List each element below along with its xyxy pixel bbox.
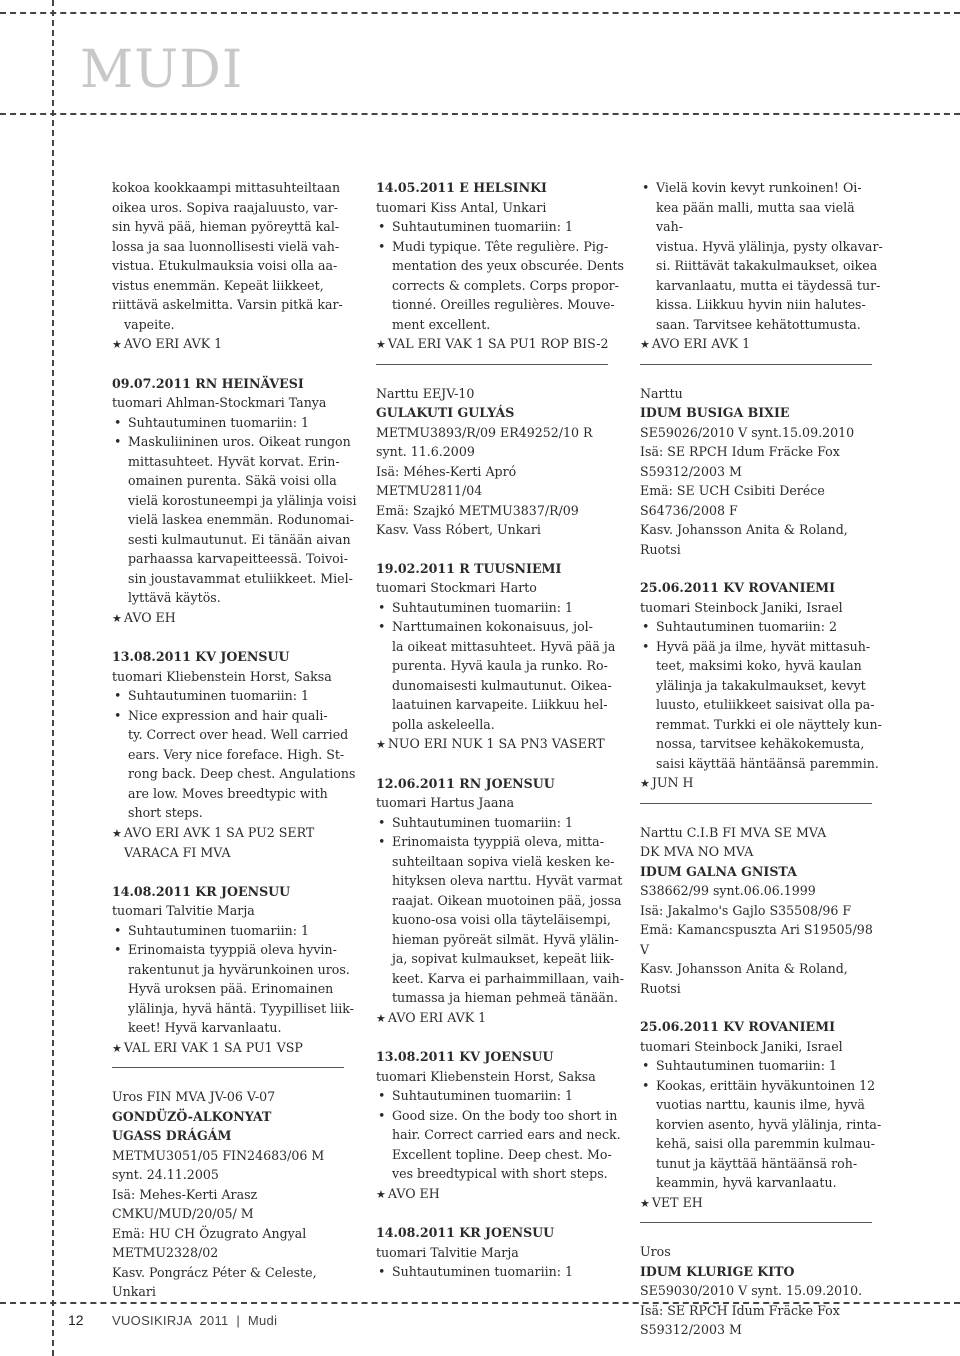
show-heading: 14.08.2011 KR JOENSUU (112, 883, 291, 899)
text-line: short steps. (128, 805, 203, 820)
text-line: vistua. Etukulmauksia voisi olla aa- (112, 258, 338, 273)
dog-info-line: CMKU/MUD/20/05/ M (112, 1206, 254, 1221)
text-line: omainen purenta. Säkä voisi olla (128, 473, 337, 488)
judge-line: tuomari Kiss Antal, Unkari (376, 199, 547, 215)
text-line: kissa. Liikkuu hyvin niin halutes- (656, 297, 866, 312)
show-heading: 13.08.2011 KV JOENSUU (376, 1049, 554, 1064)
bullet-item (376, 617, 624, 734)
show-heading: 25.06.2011 KV ROVANIEMI (640, 580, 835, 595)
dog-titles: Narttu C.I.B FI MVA SE MVA (640, 824, 827, 840)
text-line: hieman pyöreät silmät. Hyvä ylälin- (392, 931, 619, 947)
text-line: • Narttumainen kokonaisuus, jol- (392, 619, 593, 634)
text-line: luusto, etuliikkeet saisivat olla pa- (656, 697, 875, 712)
bullet-item (112, 432, 362, 608)
text-line: nossa, tarvitsee kehäkokemusta, (656, 736, 865, 751)
text-line: keet! Hyvä karvanlaatu. (128, 1020, 282, 1035)
text-line: purenta. Hyvä kaula ja runko. Ro- (392, 658, 608, 673)
dog-info-line: Kasv. Vass Róbert, Unkari (376, 522, 541, 537)
dog-info-line: Isä: SE RPCH Idum Fräcke Fox (640, 1302, 840, 1318)
dog-info-line: Emä: HU CH Özugrato Angyal (112, 1225, 307, 1241)
dog-titles: Uros FIN MVA JV-06 V-07 (112, 1089, 276, 1104)
column-2 (376, 178, 624, 1282)
text-line: • Good size. On the body too short in (392, 1107, 618, 1123)
bullet-item: • Suhtautuminen tuomariin: 1 (376, 1086, 624, 1106)
text-line: kehä, saisi olla paremmin kulmau- (656, 1136, 876, 1151)
bullet-item (640, 637, 885, 774)
text-line: karvanlaatu, mutta ei täydessä tur- (656, 277, 881, 293)
page-footer (0, 1304, 960, 1356)
dog-info-line: S59312/2003 M (640, 463, 742, 479)
footer-text: VUOSIKIRJA 2011 | Mudi (112, 1313, 278, 1328)
text-line: korvien asento, hyvä ylälinja, rinta- (656, 1116, 882, 1132)
result-line-cont: VARACA FI MVA (124, 845, 231, 860)
bullet-item: • Suhtautuminen tuomariin: 1 (112, 413, 362, 433)
dog-name: IDUM BUSIGA BIXIE (640, 405, 790, 420)
text-line: kea pään malli, mutta saa vielä vah- (656, 199, 855, 234)
divider (640, 364, 872, 365)
dog-info-line: Isä: SE RPCH Idum Fräcke Fox (640, 444, 840, 459)
text-line: • Hyvä pää ja ilme, hyvät mittasuh- (656, 638, 871, 654)
show-heading: 12.06.2011 RN JOENSUU (376, 775, 555, 791)
dog-titles: Narttu EEJV-10 (376, 385, 475, 401)
bullet-item: • Suhtautuminen tuomariin: 2 (640, 617, 885, 637)
bullet-item: • Suhtautuminen tuomariin: 1 (376, 598, 624, 618)
text-line: vielä laskea enemmän. Rodunomai- (128, 512, 354, 527)
bullet-item (376, 1106, 624, 1184)
text-line: hair. Correct carried ears and neck. (392, 1127, 621, 1142)
text-line: vistua. Hyvä ylälinja, pysty olkavar- (656, 238, 883, 254)
header-dashed-line (0, 113, 960, 115)
bullet-item: • Suhtautuminen tuomariin: 1 (376, 813, 624, 833)
judge-line: tuomari Steinbock Janiki, Israel (640, 599, 843, 615)
text-line: ylälinja, hyvä häntä. Tyypilliset liik- (128, 1000, 354, 1016)
intro-text (112, 178, 362, 334)
text-line: ears. Very nice foreface. High. St- (128, 746, 345, 762)
text-line: • Kookas, erittäin hyväkuntoinen 12 (656, 1077, 876, 1093)
dog-info-line: Kasv. Johansson Anita & Roland, Ruotsi (640, 522, 848, 557)
show-heading: 14.05.2011 E HELSINKI (376, 180, 547, 195)
text-line: lossa ja saa luonnollisesti vielä vah- (112, 238, 340, 254)
text-line: ylälinja ja takakulmaukset, kevyt (656, 677, 866, 693)
text-line: rakentunut ja hyvärunkoinen uros. (128, 961, 350, 977)
judge-line: tuomari Stockmari Harto (376, 580, 537, 595)
text-line: vistus enemmän. Kepeät liikkeet, (112, 277, 324, 293)
text-line: vapeite. (124, 316, 175, 332)
dog-info-line: S59312/2003 M (640, 1322, 742, 1337)
text-line: polla askeleella. (392, 716, 495, 732)
text-line: laatuinen karvapeite. Liikkuu hel- (392, 697, 608, 712)
bullet-item (376, 832, 624, 1008)
text-line: kokoa kookkaampi mittasuhteiltaan (112, 180, 341, 195)
dog-name: IDUM GALNA GNISTA (640, 863, 797, 879)
text-line: sesti kulmautunut. Ei tänään aivan (128, 531, 351, 547)
show-heading: 09.07.2011 RN HEINÄVESI (112, 375, 304, 391)
text-line: • Nice expression and hair quali- (128, 707, 328, 723)
dog-info-line: SE59030/2010 V synt. 15.09.2010. (640, 1283, 863, 1298)
bullet-item (112, 706, 362, 823)
text-line: corrects & complets. Corps propor- (392, 277, 619, 293)
dog-info-line: METMU2811/04 (376, 483, 483, 498)
dog-name: IDUM KLURIGE KITO (640, 1263, 795, 1279)
dog-info-line: Isä: Jakalmo's Gajlo S35508/96 F (640, 902, 852, 918)
text-line: raajat. Oikean muotoinen pää, jossa (392, 892, 622, 908)
dog-info-line: S38662/99 synt.06.06.1999 (640, 883, 816, 898)
text-line: suhteiltaan sopiva vielä kesken ke- (392, 853, 615, 869)
dog-info-line: Emä: Szajkó METMU3837/R/09 (376, 502, 579, 518)
text-line: remmat. Turkki ei ole näyttely kun- (656, 716, 882, 732)
show-heading: 14.08.2011 KR JOENSUU (376, 1225, 555, 1240)
dog-info-line: METMU2328/02 (112, 1245, 219, 1260)
text-line: rong back. Deep chest. Angulations (128, 766, 356, 781)
dog-info-line: S64736/2008 F (640, 502, 738, 518)
dog-info-line: Kasv. Pongrácz Péter & Celeste, Unkari (112, 1264, 317, 1299)
judge-line: tuomari Kliebenstein Horst, Saksa (112, 668, 332, 684)
text-line: dunomaisesti kulmautunut. Oikea- (392, 677, 612, 693)
dog-info-line: METMU3051/05 FIN24683/06 M (112, 1147, 325, 1163)
dog-info-line: Isä: Mehes-Kerti Arasz (112, 1186, 258, 1202)
text-line: tionné. Oreilles regulières. Mouve- (392, 297, 615, 312)
dog-name: GULAKUTI GULYÁS (376, 405, 515, 420)
page-number: 12 (68, 1312, 84, 1328)
left-dashed-line (52, 0, 54, 1356)
text-line: • Erinomaista tyyppiä oleva, mitta- (392, 834, 604, 849)
text-line: ja, sopivat kulmaukset, kepeät liik- (392, 951, 615, 966)
divider (640, 1222, 872, 1223)
dog-info-line: METMU3893/R/09 ER49252/10 R (376, 424, 593, 440)
text-line: ment excellent. (392, 316, 491, 332)
dog-name: UGASS DRÁGÁM (112, 1128, 232, 1143)
text-line: keet. Karva ei parhaimmillaan, vaih- (392, 970, 625, 986)
text-line: mittasuhteet. Hyvät korvat. Erin- (128, 453, 340, 469)
bullet-item: • Suhtautuminen tuomariin: 1 (376, 1262, 624, 1282)
dog-titles: Narttu (640, 385, 683, 401)
text-line: teet, maksimi koko, hyvä kaulan (656, 658, 862, 673)
text-line: Hyvä uroksen pää. Erinomainen (128, 981, 334, 996)
result-line: ★ VAL ERI VAK 1 SA PU1 VSP (112, 1038, 362, 1059)
text-line: saan. Tarvitsee kehätottumusta. (656, 316, 861, 332)
page-title: MUDI (80, 40, 244, 100)
judge-line: tuomari Talvitie Marja (376, 1244, 519, 1260)
judge-line: tuomari Ahlman-Stockmari Tanya (112, 395, 327, 410)
divider (112, 1067, 344, 1068)
bullet-item: • Suhtautuminen tuomariin: 1 (640, 1056, 885, 1076)
result-line: ★ AVO ERI AVK 1 SA PU2 SERT (112, 823, 362, 844)
text-line: sin joustavammat etuliikkeet. Miel- (128, 570, 353, 586)
dog-info-line: Emä: SE UCH Csibiti Deréce (640, 483, 825, 498)
text-line: tunut ja käyttää häntäänsä roh- (656, 1155, 858, 1171)
result-line: ★ AVO EH (112, 608, 362, 629)
dog-info-line: Isä: Méhes-Kerti Apró (376, 463, 517, 479)
bullet-item (376, 237, 624, 335)
judge-line: tuomari Steinbock Janiki, Israel (640, 1038, 843, 1054)
dog-name: GONDÜZÖ-ALKONYAT (112, 1108, 272, 1124)
text-line: ty. Correct over head. Well carried (128, 727, 349, 742)
dog-titles: DK MVA NO MVA (640, 844, 754, 859)
result-line: ★ AVO EH (376, 1184, 624, 1205)
divider (640, 803, 872, 804)
bullet-item (640, 178, 885, 334)
column-3 (640, 178, 885, 1340)
text-line: la oikeat mittasuhteet. Hyvä pää ja (392, 638, 616, 654)
text-line: ves breedtypical with short steps. (392, 1166, 608, 1181)
text-line: vuotias narttu, kaunis ilme, hyvä (656, 1097, 865, 1112)
text-line: riittävä askelmitta. Varsin pitkä kar- (112, 297, 343, 312)
dog-info-line: Emä: Kamancspuszta Ari S19505/98 V (640, 922, 873, 957)
result-line: ★ AVO ERI AVK 1 (112, 334, 362, 355)
text-line: • Erinomaista tyyppiä oleva hyvin- (128, 942, 337, 957)
text-line: hityksen oleva narttu. Hyvät varmat (392, 873, 623, 888)
text-line: lyttävä käytös. (128, 590, 221, 605)
bullet-item: • Suhtautuminen tuomariin: 1 (112, 921, 362, 941)
text-line: saisi käyttää häntäänsä paremmin. (656, 755, 879, 771)
judge-line: tuomari Kliebenstein Horst, Saksa (376, 1068, 596, 1084)
bullet-item (640, 1076, 885, 1193)
text-line: • Maskuliininen uros. Oikeat rungon (128, 434, 351, 449)
dog-info-line: synt. 24.11.2005 (112, 1167, 219, 1182)
judge-line: tuomari Hartus Jaana (376, 795, 515, 810)
text-line: vielä korostuneempi ja ylälinja voisi (128, 492, 357, 508)
bullet-item (112, 940, 362, 1038)
judge-line: tuomari Talvitie Marja (112, 903, 255, 918)
show-heading: 25.06.2011 KV ROVANIEMI (640, 1019, 835, 1034)
text-line: kuono-osa voisi olla täyteläisempi, (392, 912, 611, 927)
divider (376, 364, 608, 365)
text-line: si. Riittävät takakulmaukset, oikea (656, 258, 878, 273)
text-line: parhaassa karvapeitteessä. Toivoi- (128, 551, 348, 566)
text-line: Excellent topline. Deep chest. Mo- (392, 1146, 612, 1162)
bullet-item: • Suhtautuminen tuomariin: 1 (376, 217, 624, 237)
text-line: oikea uros. Sopiva raajaluusto, var- (112, 199, 339, 215)
text-line: are low. Moves breedtypic with (128, 785, 328, 801)
result-line: ★ AVO ERI AVK 1 (376, 1008, 624, 1029)
dog-info-line: synt. 11.6.2009 (376, 444, 475, 459)
result-line: ★ AVO ERI AVK 1 (640, 334, 885, 355)
dog-titles: Uros (640, 1244, 671, 1259)
text-line: mentation des yeux obscurée. Dents (392, 258, 625, 273)
column-1 (112, 178, 362, 1302)
text-line: • Mudi typique. Tête regulière. Pig- (392, 238, 609, 254)
dog-info-line: SE59026/2010 V synt.15.09.2010 (640, 424, 855, 440)
result-line: ★ VET EH (640, 1193, 885, 1214)
result-line: ★ VAL ERI VAK 1 SA PU1 ROP BIS-2 (376, 334, 624, 355)
top-dashed-line (0, 12, 960, 14)
result-line: ★ NUO ERI NUK 1 SA PN3 VASERT (376, 734, 624, 755)
show-heading: 19.02.2011 R TUUSNIEMI (376, 560, 562, 576)
bullet-item: • Suhtautuminen tuomariin: 1 (112, 686, 362, 706)
dog-info-line: Kasv. Johansson Anita & Roland, Ruotsi (640, 961, 848, 996)
text-line: tumassa ja hieman pehmeä tänään. (392, 990, 618, 1005)
show-heading: 13.08.2011 KV JOENSUU (112, 649, 290, 664)
text-line: sin hyvä pää, hieman pyöreyttä kal- (112, 219, 340, 234)
text-line: keammin, hyvä karvanlaatu. (656, 1175, 837, 1190)
result-line: ★ JUN H (640, 773, 885, 794)
text-line: • Vielä kovin kevyt runkoinen! Oi- (656, 180, 862, 195)
